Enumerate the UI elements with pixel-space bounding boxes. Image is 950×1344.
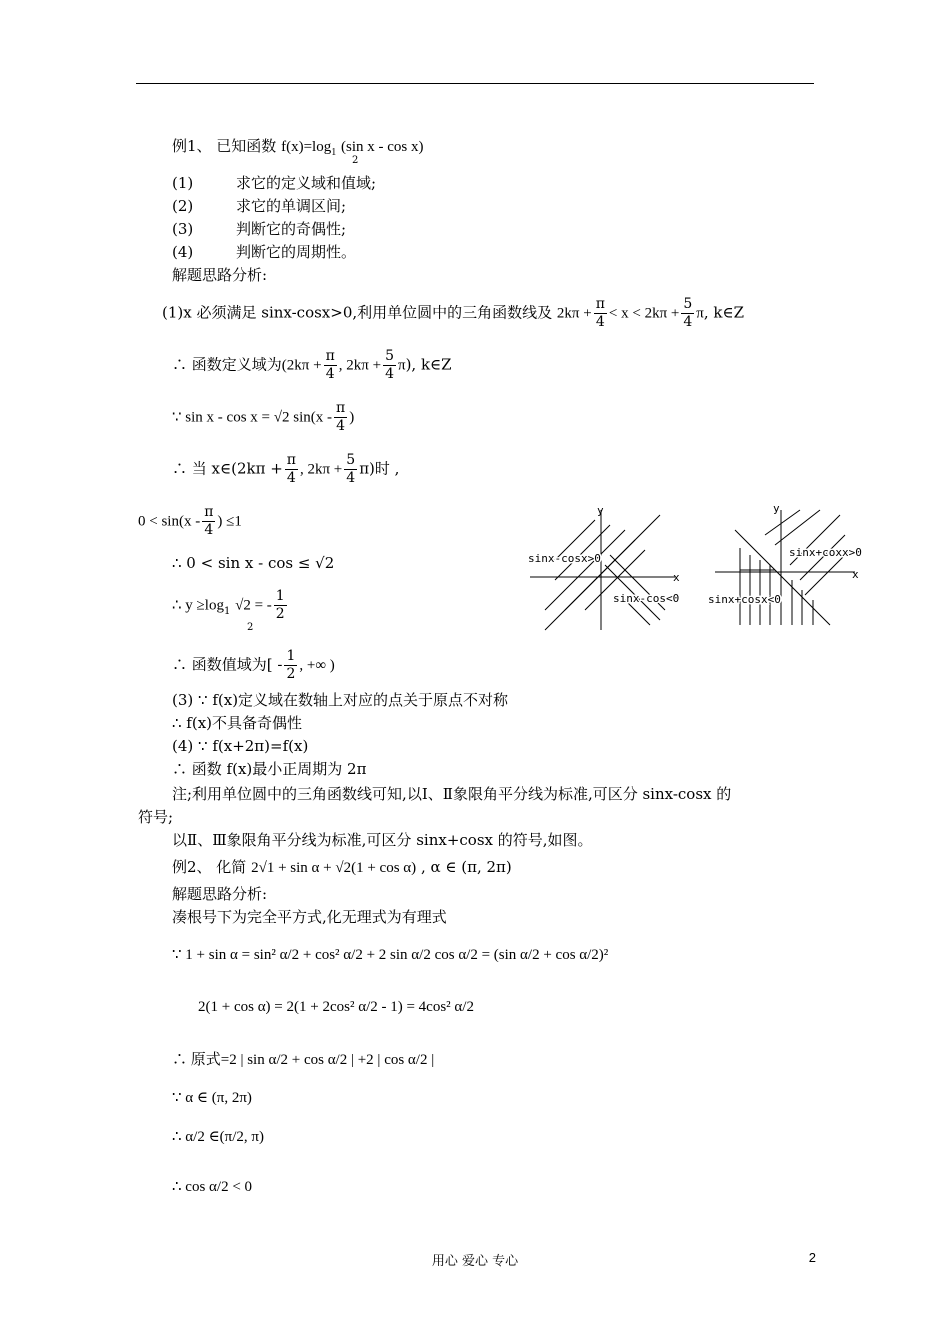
analysis-heading-2: 解题思路分析: xyxy=(172,885,268,903)
graph1-positive-label: sinx-cosx>0 xyxy=(528,552,601,565)
page-number: 2 xyxy=(808,1250,816,1265)
function-expr: (sin x - cos x) xyxy=(341,139,424,155)
step3b: ∴ f(x)不具备奇偶性 xyxy=(172,714,303,732)
eq1-line: ∵ 1 + sin α = sin² α/2 + cos² α/2 + 2 sin α/2 cos α/2 = (sin α/2 + cos α/2)² xyxy=(172,947,609,963)
graph1-y-label: y xyxy=(597,504,604,517)
ineq1-line: 0 < sin(x - $\frac{\pi}{4}$ ) ≤1 xyxy=(138,504,242,538)
since-line: ∵ sin x - cos x = √2 sin(x - $\frac{\pi}{4}$ ) xyxy=(172,400,355,434)
cosneg-line: ∴ cos α/2 < 0 xyxy=(172,1179,253,1195)
eq2-line: 2(1 + cos α) = 2(1 + 2cos² α/2 - 1) = 4cos² α/2 xyxy=(198,999,474,1015)
graph2-y-label: y xyxy=(773,502,780,515)
fx-label: f(x)= xyxy=(281,139,313,155)
analysis-heading-1: 解题思路分析: xyxy=(172,266,268,284)
graph2-negative-label: sinx+cosx<0 xyxy=(708,593,781,606)
header-rule xyxy=(136,83,814,84)
note-line-2: 符号; xyxy=(138,808,174,826)
item-4: (4) 判断它的周期性。 xyxy=(172,243,357,261)
graph-sinx-minus-cosx xyxy=(525,500,685,635)
log-base-den: 2 xyxy=(352,155,359,166)
domain-line: ∴ 函数定义域为(2kπ + $\frac{\pi}{4}$ , 2kπ + $\frac{5}{4}$ π), k∈Z xyxy=(172,348,452,382)
item-1: (1) 求它的定义域和值域; xyxy=(172,174,377,192)
example1-title-line xyxy=(172,136,424,159)
example1-title: 例1、 已知函数 xyxy=(172,137,277,155)
graph2-x-label: x xyxy=(852,568,859,581)
graph1-negative-label: sinx-cos<0 xyxy=(613,592,680,605)
ineq3-line: ∴ $y \ge\log_1$ √2 = - $\frac{1}{2}$ xyxy=(172,588,285,622)
when-line: ∴ 当 x∈(2kπ + $\frac{\pi}{4}$ , 2kπ + $\frac{5}{4}$ π)时 , xyxy=(172,452,400,486)
range-line: ∴ 函数值域为[ - $\frac{1}{2}$ , +∞ ) xyxy=(172,648,335,682)
ineq2-line: ∴ 0 < sin x - cos ≤ √2 xyxy=(172,554,335,572)
step4b: ∴ 函数 f(x)最小正周期为 2π xyxy=(172,760,367,778)
example2-expr: 2√1 + sin α + √2(1 + cos α) xyxy=(251,860,417,876)
log-base: $\log_1$ xyxy=(312,139,337,158)
note-line-1: 注;利用单位圆中的三角函数线可知,以Ⅰ、Ⅱ象限角平分线为标准,可区分 sinx-cosx 的 xyxy=(172,785,732,803)
half-line: ∴ α/2 ∈(π/2, π) xyxy=(172,1129,264,1145)
hint-line: 凑根号下为完全平方式,化无理式为有理式 xyxy=(172,908,447,926)
step4a: (4) ∵ f(x+2π)=f(x) xyxy=(172,737,309,755)
item-2: (2) 求它的单调区间; xyxy=(172,197,347,215)
item-3: (3) 判断它的奇偶性; xyxy=(172,220,347,238)
alpha-line: ∵ α ∈ (π, 2π) xyxy=(172,1090,252,1106)
log-base-den-2: 2 xyxy=(247,622,254,633)
graph2-positive-label: sinx+coxx>0 xyxy=(789,546,862,559)
footer-text: 用心 爱心 专心 xyxy=(431,1254,519,1269)
graph-sinx-plus-cosx xyxy=(705,500,865,635)
orig-line: ∴ 原式=2 | sin α/2 + cos α/2 | +2 | cos α/2 | xyxy=(172,1052,435,1068)
graph1-x-label: x xyxy=(673,571,680,584)
step1-line: (1)x 必须满足 sinx-cosx>0,利用单位圆中的三角函数线及 2kπ + $\frac{\pi}{4}$ < x < 2kπ + $\frac{5}{4}$ π, k∈Z xyxy=(162,296,745,330)
example2-title-line: 例2、 化简 2√1 + sin α + √2(1 + cos α) , α ∈ (π, 2π) xyxy=(172,858,512,876)
note-line-3: 以Ⅱ、Ⅲ象限角平分线为标准,可区分 sinx+cosx 的符号,如图。 xyxy=(172,831,593,849)
step3a: (3) ∵ f(x)定义域在数轴上对应的点关于原点不对称 xyxy=(172,691,509,709)
